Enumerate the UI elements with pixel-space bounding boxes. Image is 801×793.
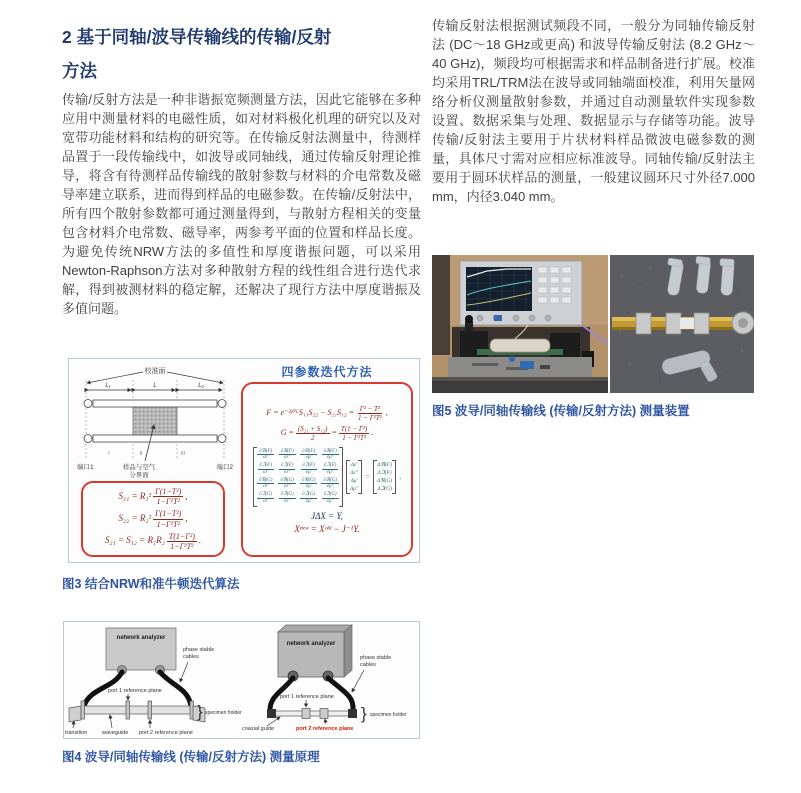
figure4-box <box>63 621 420 739</box>
coax-guide-label: coaxial guide <box>242 726 275 732</box>
transition-label: transition <box>65 730 88 736</box>
delta-vector: Δε′ Δε″ Δμ′ Δμ″ <box>349 461 359 492</box>
calibration-plane-label: 校准面 <box>144 368 166 375</box>
transmission-line-diagram <box>75 363 235 479</box>
iteration-equations-box <box>241 382 413 557</box>
right-column-paragraph: 传输反射法根据测试频段不同，一般分为同轴传输反射法 (DC～18 GHz或更高) 和波导传输反射法 (8.2 GHz～40 GHz)，频段均可根据需求和样品制备进行扩展。校准均采用TRL/TRM法在波导或同轴端面校准，利用矢量网络分析仪测量散射参数，并通过自动测量软件实现参数设置、数据采集与处理、数据显示与存储等功能。波导传输/反射法主要用于片状材料样品微波电磁参数的测量，具体尺寸需对应相应标准波导。同轴传输/反射法主要用于圆环状样品的测量，一般建议圆环尺寸外径7.000 mm，内径3.040 mm。 <box>432 18 755 204</box>
figure3-caption: 图3 结合NRW和准牛顿迭代算法 <box>62 577 240 591</box>
jacobian-equation: $\frac{\text{∂ℜ(F)}}{\partial\varepsilon'}$ $\frac{\text{∂ℜ(F)}}{\partial\varepsilon''}$ $\frac{\text{∂ℜ(F)}}{\partial\mu'}$ $\frac{\text{∂ℜ(F)}}{\partial\mu''}$ $\frac{\text{∂ℑ(F)}}{\partial\varepsilon'}$ $\frac{\text{∂ℑ(F)}}{\partial\varepsilon''}$ $\frac{\text{∂ℑ(F)}}{\partial\mu'}$ $\frac{\text{∂ℑ(F)}}{\partial\mu''}$ $\frac{\text{∂ℜ(G)}}{\partial\varepsilon'}$ $\frac{\text{∂ℜ(G)}}{\partial\varepsilon''}$ $\frac{\text{∂ℜ(G)}}{\partial\mu'}$ $\frac{\text{∂ℜ(G)}}{\partial\mu''}$ $\frac{\text{∂ℑ(G)}}{\partial\varepsilon'}$ $\frac{\text{∂ℑ(G)}}{\partial\varepsilon''}$ $\frac{\text{∂ℑ(G)}}{\partial\mu'}$ $\frac{\text{∂ℑ(G)}}{\partial\mu''}$ Δε′ Δε″ Δμ′ Δμ″ = Δℜ(F) Δℑ(F) Δℜ(G) Δℑ(G) , <box>253 447 401 507</box>
port2-label: 端口2 <box>216 464 233 471</box>
equation-s21: S₂₁ = S₁₂ = R₁R₂ $\frac{\text{T(1−Γ²)}}{\text{1−Γ²T²}}$ . <box>104 531 202 551</box>
interface-label-line2: 分界面 <box>129 472 149 479</box>
cables-label-left-2: cables <box>183 654 199 660</box>
dim-l1-label: L₁ <box>105 383 111 389</box>
equation-xnew: Xⁿᵉʷ = Xᵒˡᵈ − J⁻¹Y. <box>294 523 360 534</box>
figure5-photo-left <box>432 255 608 393</box>
cables-label-left-1: phase stable <box>183 647 215 653</box>
equation-f: F = e⁻²ᵞ⁰ᴸS₁₁S₂₂ − S₂₁S₁₂ = $\frac{\text{Γ² − T²}}{\text{1 − Γ²T²}}$ , <box>266 404 388 422</box>
equation-jdx: JΔX = Y, <box>311 510 343 521</box>
holder-label-left: specimen holder <box>205 710 242 716</box>
iteration-method-title: 四参数迭代方法 <box>281 365 373 379</box>
equation-s11: S₁₁ = R₁² $\frac{\text{Γ(1−T²)}}{\text{1−Γ²T²}}$ , <box>118 486 188 507</box>
equation-s22: S₂₂ = R₂² $\frac{\text{Γ(1−T²)}}{\text{1−Γ²T²}}$ , <box>118 509 188 529</box>
holder-label-right: specimen holder <box>370 712 407 718</box>
equation-g: G = $\frac{\text{(S₂₁ + S₁₂)}}{2}$ = $\frac{\text{T(1 − Γ²)}}{\text{1 − Γ²T²}}$ . <box>280 424 374 442</box>
port2-ref-label-left: port 2 reference plane <box>139 730 193 736</box>
region2-label: II <box>139 451 143 457</box>
port2-ref-label-right: port 2 reference plane <box>296 726 354 732</box>
analyzer-label-left: network analyzer <box>116 635 166 641</box>
left-column-paragraph: 传输/反射方法是一种非谐振宽频测量方法，因此它能够在多种应用中测量材料的电磁性质，如对材料极化机理的研究以及对宽带功能材料和结构的研究等。在传输反射法测量中，待测样品置于一段传输线中，如波导或同轴线，通过传输反射理论推导，将含有待测样品传输线的散射参数与材料的介电常数及磁导率建立联系，进而得到样品的电磁参数。在传输/反射法中，所有四个散射参数都可通过测量得到，与散射方程相关的变量包含材料介电常数、磁导率，两参考平面的位置和样品长度。为避免传统NRW方法的多值性和厚度谐振问题，可以采用Newton-Raphson方法对多种散射方程的线性组合进行迭代求解，得到被测材料的稳定解，还解决了现行方法中厚度谐振及多值问题。 <box>62 92 421 316</box>
interface-label-line1: 样品与空气 <box>122 464 156 471</box>
coaxial-setup-diagram <box>242 625 407 732</box>
figure4-caption: 图4 波导/同轴传输线 (传输/反射方法) 测量原理 <box>62 750 320 764</box>
dim-l2-label: L₂ <box>198 383 204 389</box>
port1-ref-label-right: port 1 reference plane <box>280 694 334 700</box>
dim-l-label: L <box>153 383 157 389</box>
holder-brace-right: } <box>361 704 367 723</box>
waveguide-setup-diagram <box>65 628 242 736</box>
sample-block <box>133 403 177 440</box>
figure5-caption: 图5 波导/同轴传输线 (传输/反射方法) 测量装置 <box>432 404 690 418</box>
measurement-principle-diagram <box>64 622 419 738</box>
region3-label: III <box>180 451 186 457</box>
analyzer-label-right: network analyzer <box>286 641 336 647</box>
jacobian-grid: $\frac{\text{∂ℜ(F)}}{\partial\varepsilon'}$ $\frac{\text{∂ℜ(F)}}{\partial\varepsilon''}$ $\frac{\text{∂ℜ(F)}}{\partial\mu'}$ $\frac{\text{∂ℜ(F)}}{\partial\mu''}$ $\frac{\text{∂ℑ(F)}}{\partial\varepsilon'}$ $\frac{\text{∂ℑ(F)}}{\partial\varepsilon''}$ $\frac{\text{∂ℑ(F)}}{\partial\mu'}$ $\frac{\text{∂ℑ(F)}}{\partial\mu''}$ $\frac{\text{∂ℜ(G)}}{\partial\varepsilon'}$ $\frac{\text{∂ℜ(G)}}{\partial\varepsilon''}$ $\frac{\text{∂ℜ(G)}}{\partial\mu'}$ $\frac{\text{∂ℜ(G)}}{\partial\mu''}$ $\frac{\text{∂ℑ(G)}}{\partial\varepsilon'}$ $\frac{\text{∂ℑ(G)}}{\partial\varepsilon''}$ $\frac{\text{∂ℑ(G)}}{\partial\mu'}$ $\frac{\text{∂ℑ(G)}}{\partial\mu''}$ <box>258 448 337 504</box>
figure5-photo-right <box>610 255 754 393</box>
figure3-box <box>68 358 420 563</box>
port1-ref-label-left: port 1 reference plane <box>108 688 162 694</box>
waveguide-label: waveguide <box>102 730 129 736</box>
holder-brace-left: } <box>197 702 203 721</box>
s-parameter-equations-box <box>81 481 225 557</box>
port1-label: 端口1 <box>77 464 94 471</box>
figure5-photos <box>432 255 754 393</box>
cables-label-right-1: phase stable <box>360 655 392 661</box>
section-heading: 2 基于同轴/波导传输线的传输/反射方法 <box>62 27 332 81</box>
cables-label-right-2: cables <box>360 662 376 668</box>
region1-label: I <box>108 451 110 457</box>
rhs-vector: Δℜ(F) Δℑ(F) Δℜ(G) Δℑ(G) <box>376 461 393 492</box>
